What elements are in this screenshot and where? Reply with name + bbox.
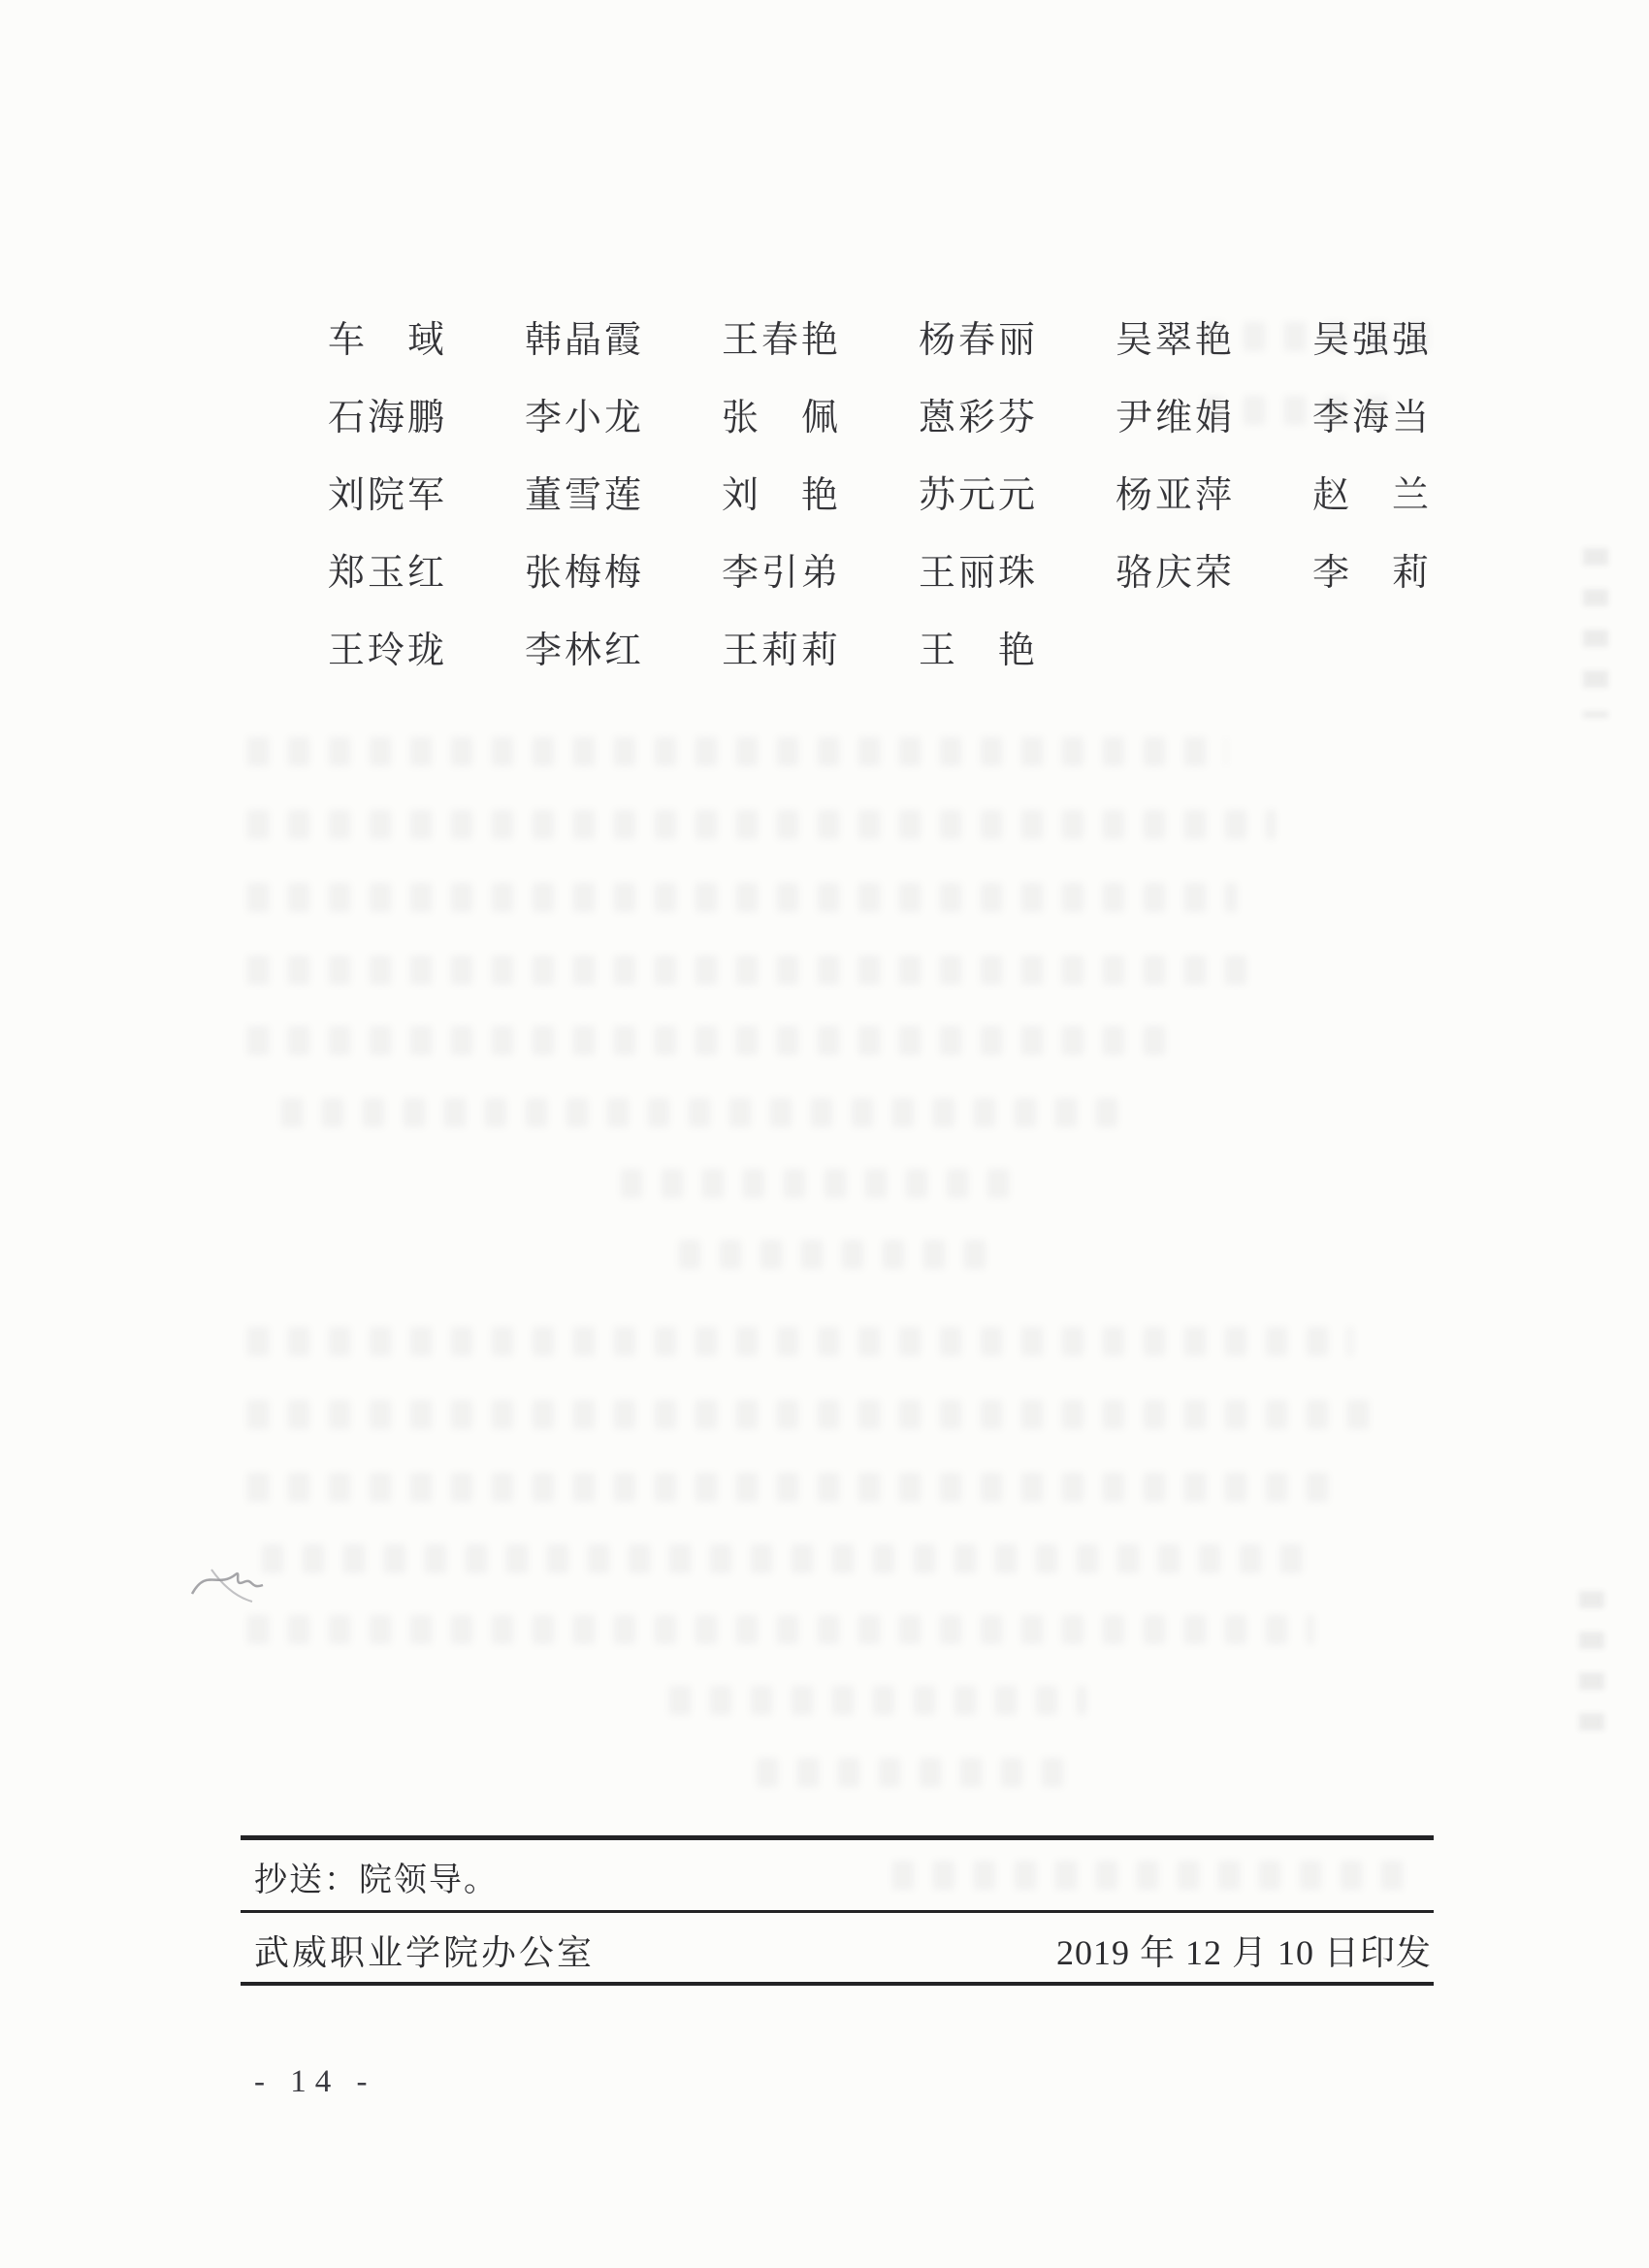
bleed-through-artifact — [247, 956, 1256, 985]
issuer-row — [254, 1926, 1432, 1975]
print-date: 2019 年 12 月 10 日印发 — [1055, 1933, 1432, 1972]
person-name: 王莉莉 — [722, 630, 842, 671]
bleed-through-artifact — [621, 1169, 1028, 1198]
person-name: 尹维娟 — [1116, 397, 1236, 438]
person-name: 苏元元 — [919, 474, 1039, 516]
person-name: 刘 艳 — [722, 474, 842, 516]
person-name: 张梅梅 — [525, 552, 645, 594]
person-name: 李 莉 — [1312, 552, 1433, 594]
person-name: 韩晶霞 — [525, 319, 645, 361]
person-name: 王玲珑 — [328, 630, 448, 671]
person-name: 赵 兰 — [1312, 474, 1433, 516]
person-name: 骆庆荣 — [1116, 552, 1236, 594]
bleed-through-artifact — [247, 1615, 1314, 1644]
person-name: 李林红 — [525, 630, 645, 671]
person-name: 王春艳 — [722, 319, 842, 361]
person-name: 吴翠艳 — [1116, 319, 1236, 361]
name-list — [328, 297, 1509, 685]
footer-rule-middle — [241, 1910, 1434, 1913]
bleed-through-artifact — [247, 1327, 1353, 1356]
person-name: 李引弟 — [722, 552, 842, 594]
bleed-through-artifact — [247, 1026, 1179, 1055]
person-name: 蒽彩芬 — [919, 397, 1039, 438]
bleed-through-artifact — [679, 1240, 999, 1269]
bleed-through-artifact — [247, 883, 1237, 912]
bleed-through-artifact — [281, 1098, 1135, 1127]
bleed-through-artifact — [757, 1758, 1077, 1787]
bleed-through-artifact — [1583, 548, 1608, 718]
pencil-mark-artifact — [182, 1550, 318, 1618]
bleed-through-artifact — [247, 737, 1227, 766]
person-name: 吴强强 — [1312, 319, 1433, 361]
bleed-through-artifact — [892, 1861, 1416, 1890]
issuing-office: 武威职业学院办公室 — [254, 1933, 596, 1972]
footer-rule-top — [241, 1835, 1434, 1840]
person-name: 刘院军 — [328, 474, 448, 516]
name-list-row — [328, 374, 1509, 452]
person-name: 董雪莲 — [525, 474, 645, 516]
footer-rule-bottom — [241, 1982, 1434, 1986]
person-name: 杨春丽 — [919, 319, 1039, 361]
cc-line: 抄送：院领导。 — [254, 1863, 499, 1898]
person-name: 郑玉红 — [328, 552, 448, 594]
bleed-through-artifact — [247, 1473, 1343, 1502]
bleed-through-artifact — [669, 1686, 1086, 1715]
person-name: 杨亚萍 — [1116, 474, 1236, 516]
person-name: 石海鹏 — [328, 397, 448, 438]
person-name: 车 琙 — [328, 319, 448, 361]
name-list-row — [328, 530, 1509, 607]
person-name: 王 艳 — [919, 630, 1039, 671]
page-number: - 14 - — [254, 2064, 376, 2099]
bleed-through-artifact — [247, 810, 1276, 839]
bleed-through-artifact — [247, 1400, 1373, 1429]
person-name: 李小龙 — [525, 397, 645, 438]
name-list-row — [328, 452, 1509, 530]
person-name: 张 佩 — [722, 397, 842, 438]
person-name: 李海当 — [1312, 397, 1433, 438]
name-list-row — [328, 297, 1509, 374]
bleed-through-artifact — [262, 1544, 1319, 1573]
name-list-row — [328, 607, 1509, 685]
person-name: 王丽珠 — [919, 552, 1039, 594]
bleed-through-artifact — [1579, 1591, 1604, 1741]
